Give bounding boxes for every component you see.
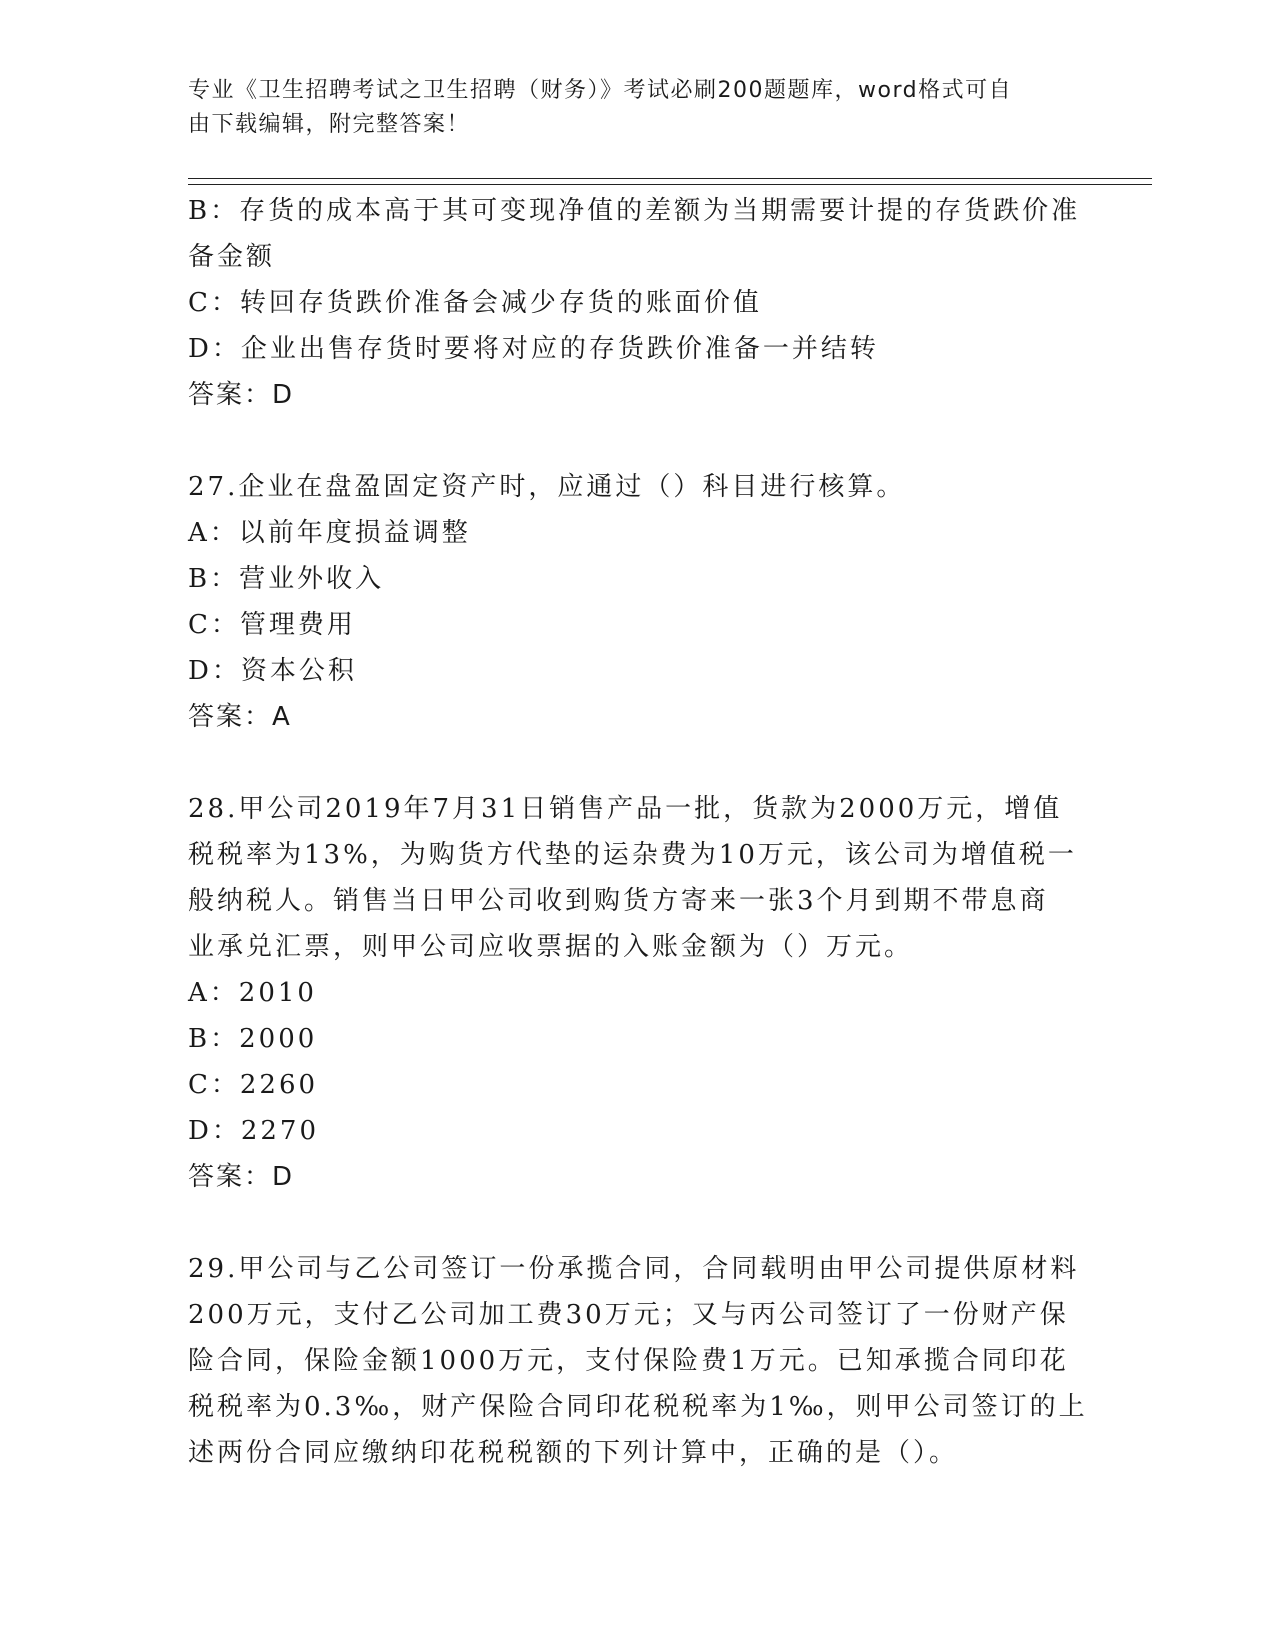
question-27-block	[188, 464, 1088, 740]
option-a: A：2010	[188, 978, 317, 1008]
option-b-line-2: 备金额	[188, 242, 276, 272]
option-c: C：2260	[188, 1070, 319, 1100]
option-b: B：2000	[188, 1024, 318, 1054]
question-stem-line-1: 29.甲公司与乙公司签订一份承揽合同，合同载明由甲公司提供原材料	[188, 1254, 1080, 1284]
spacer	[188, 1200, 1088, 1246]
answer-line: 答案：D	[188, 380, 295, 410]
question-stem-line-5: 述两份合同应缴纳印花税税额的下列计算中，正确的是（）。	[188, 1438, 959, 1468]
header-line-2: 由下载编辑，附完整答案！	[188, 112, 471, 137]
option-b-line-1: B：存货的成本高于其可变现净值的差额为当期需要计提的存货跌价准	[188, 196, 1081, 226]
question-28-block	[188, 786, 1088, 1200]
option-c: C：管理费用	[188, 610, 356, 640]
answer-line: 答案：D	[188, 1162, 295, 1192]
header-divider-bottom	[188, 184, 1152, 185]
spacer	[188, 740, 1088, 786]
question-stem-line-4: 业承兑汇票，则甲公司应收票据的入账金额为（）万元。	[188, 932, 914, 962]
option-a: A：以前年度损益调整	[188, 518, 471, 548]
answer-line: 答案：A	[188, 702, 292, 732]
option-c: C：转回存货跌价准备会减少存货的账面价值	[188, 288, 762, 318]
question-stem-line-3: 般纳税人。销售当日甲公司收到购货方寄来一张3个月到期不带息商	[188, 886, 1049, 916]
question-stem: 27.企业在盘盈固定资产时，应通过（）科目进行核算。	[188, 472, 906, 502]
option-b: B：营业外收入	[188, 564, 385, 594]
question-26-block	[188, 188, 1088, 418]
option-d: D：企业出售存货时要将对应的存货跌价准备一并结转	[188, 334, 879, 364]
question-stem-line-4: 税税率为0.3‰，财产保险合同印花税税率为1‰，则甲公司签订的上	[188, 1392, 1088, 1422]
header-divider-top	[188, 178, 1152, 179]
page-header	[188, 74, 1068, 142]
header-line-1: 专业《卫生招聘考试之卫生招聘（财务）》考试必刷200题题库，word格式可自	[188, 78, 1013, 103]
option-d: D：2270	[188, 1116, 320, 1146]
spacer	[188, 418, 1088, 464]
question-content	[188, 188, 1088, 1476]
question-stem-line-2: 税税率为13%，为购货方代垫的运杂费为10万元，该公司为增值税一	[188, 840, 1077, 870]
question-stem-line-2: 200万元，支付乙公司加工费30万元；又与丙公司签订了一份财产保	[188, 1300, 1069, 1330]
question-stem-line-1: 28.甲公司2019年7月31日销售产品一批，货款为2000万元，增值	[188, 794, 1063, 824]
question-stem-line-3: 险合同，保险金额1000万元，支付保险费1万元。已知承揽合同印花	[188, 1346, 1069, 1376]
option-d: D：资本公积	[188, 656, 357, 686]
question-29-block	[188, 1246, 1088, 1476]
